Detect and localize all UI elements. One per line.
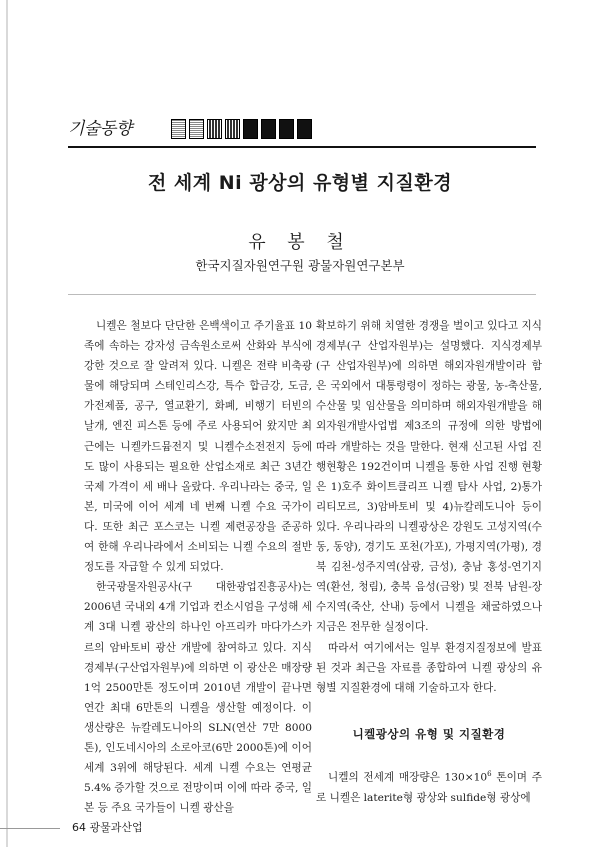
header-rule xyxy=(68,146,536,148)
paragraph: 확보하기 위해 치열한 경쟁을 벌이고 있다고 지식경제부(구 산업자원부)는 설명했다. 지식경제부(구 산업자원부)에 의하면 해외자원개발이라 함은 국외에서 대통령령이 정하는 광물, 농-축산물, 수산물 및 임산물을 의미하며 해외자원개발을 해외자원개발사업법 제3조의 규정에 의한 방법에 따라 개발하는 것을 말한다. 현재 신고된 사업 진행현황은 192건이며 니켈을 통한 사업 진행 현황은 1)호주 화이트클리프 니켈 탐사 사업, 2)통가리티모르, 3)암바토비 및 4)뉴칼레도니아 등이 있다. 우리나라의 니켈광상은 강원도 고성지역(수동, 동양), 경기도 포천(가포), 가평지역(가평), 경북 김천-성주지역(삼광, 금성), 충남 홍성-연기지역(환선, 청림), 충북 음성(금왕) 및 전북 남원-장수지역(죽산, 산내) 등에서 니켈을 채굴하였으나 지금은 전무한 실정이다. xyxy=(316,320,542,634)
superscript: 6 xyxy=(487,769,492,778)
pattern-square xyxy=(207,119,222,139)
page-number: 64 xyxy=(72,821,86,834)
paragraph: 니켈은 철보다 단단한 은백색이고 주기율표 10족에 속하는 강자성 금속원소로써 산화와 부식에 강한 것으로 잘 알려져 있다. 니켈은 전략 비축광물에 해당되며 스테인리스강, 특수 합금강, 도금, 가전제품, 공구, 열교환기, 화폐, 비행기 터빈의 날개, 엔진 피스톤 등에 주로 사용되어 왔지만 최근에는 니켈카드뮴전지 및 니켈수소전전지 등에도 많이 사용되는 필요한 산업소재로 최근 3년간 국제 가격이 세 배나 올랐다. 우리나라는 중국, 일본, 미국에 이어 세계 네 번째 니켈 수요 국가이다. 또한 최근 포스코는 니켈 제련공장을 준공하여 한해 우리나라에서 소비되는 니켈 수요의 절반 정도를 자급할 수 있게 되었다. xyxy=(84,320,312,574)
pattern-square xyxy=(243,119,258,139)
page-footer xyxy=(0,818,600,848)
pattern-square xyxy=(261,119,276,139)
footer-rule xyxy=(0,828,60,829)
pattern-square xyxy=(279,119,294,139)
pattern-square xyxy=(171,119,186,139)
title-rule xyxy=(68,294,536,295)
article-author: 유 봉 철 xyxy=(248,232,352,253)
pattern-square xyxy=(189,119,204,139)
section-label: 기술동향 xyxy=(68,119,132,139)
paragraph-text: 니켈의 전세계 매장량은 130×10 xyxy=(328,771,488,784)
journal-name: 광물과산업 xyxy=(89,821,143,834)
paragraph: 따라서 여기에서는 일부 환경지질정보에 발표된 것과 최근을 자료를 종합하여 니켈 광상의 유형별 지질환경에 대해 기술하고자 한다. xyxy=(316,641,542,694)
paragraph: 한국광물자원공사(구 대한광업진흥공사)는 2006년 국내외 4개 기업과 컨소시엄을 구성해 세계 3대 니켈 광산의 하나인 아프리카 마다가스카르의 암바토비 광산 개발에 참여하고 있다. 지식경제부(구산업자원부)에 의하면 이 광산은 매장량 1억 2500만톤 정도이며 2010년 개발이 끝나면 연간 최대 6만톤의 니켈을 생산할 예정이다. 이 생산량은 뉴칼레도니아의 SLN(연산 7만 8000톤), 인도네시아의 소로아코(6만 2000톤)에 이어 세계 3위에 해당된다. 세계 니켈 수요는 연평균 5.4% 증가할 것으로 전망이며 이에 따라 중국, 일본 등 주요 국가들이 니켈 광산을 xyxy=(84,581,312,815)
section-subheading: 니켈광상의 유형 및 지질환경 xyxy=(352,726,506,741)
article-title: 전 세계 Ni 광상의 유형별 지질환경 xyxy=(147,172,453,194)
footer-text xyxy=(72,818,143,838)
pattern-square xyxy=(225,119,240,139)
paragraph-text: 톤이며 주로 니켈은 laterite형 광상와 sulfide형 광상에 xyxy=(316,771,543,804)
pattern-square xyxy=(297,119,312,139)
page-edge xyxy=(6,0,8,847)
right-column xyxy=(316,316,542,808)
left-column xyxy=(84,316,312,818)
decorative-squares xyxy=(171,119,312,139)
author-affiliation: 한국지질자원연구원 광물자원연구본부 xyxy=(195,258,405,273)
paragraph xyxy=(316,764,542,808)
section-header xyxy=(68,118,536,140)
